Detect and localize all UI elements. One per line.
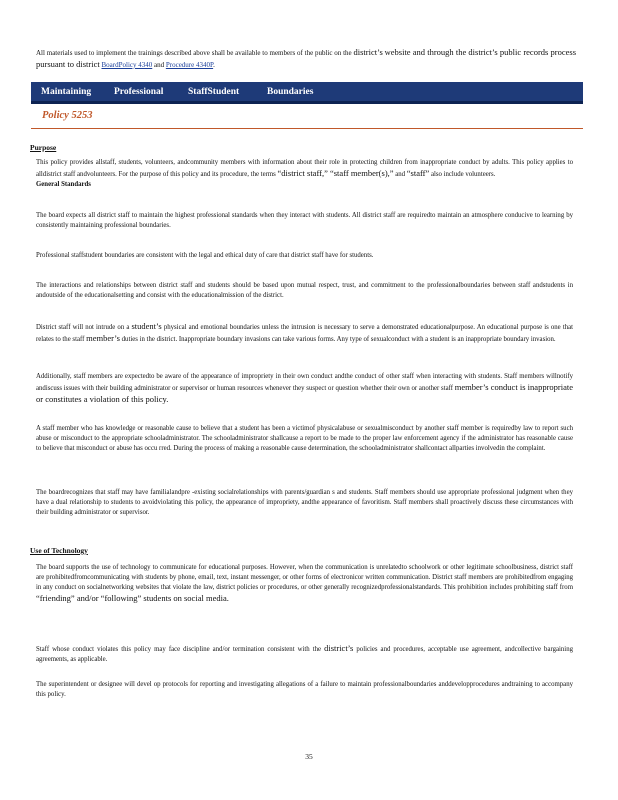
paragraph bbox=[36, 321, 573, 345]
para-text: The board supports the use of technology to communicate for educational purposes. However, when the communication is unrelatedto schoolwork or other legitimate schoolbusiness, district staff are prohibitedfromcommunicating with students by phone, email, text, instant messenger, or other forms of electronicor written communication. District staff members are prohibitedfrom engaging in any conduct on socialnetworking websites that violate the law, district policies or procedures, or other generally recognizedprofessionalstandards. This prohibition includes prohibiting staff from bbox=[36, 564, 573, 591]
banner-word: Boundaries bbox=[267, 87, 314, 97]
paragraph: The board expects all district staff to maintain the highest professional standards when they interact with students. All district staff are requiredto maintain an atmosphere conducive to learning by consistently maintaining professional boundaries. bbox=[36, 212, 573, 229]
intro-text: district’s bbox=[353, 47, 383, 57]
paragraph: Professional staffstudent boundaries are consistent with the legal and ethical duty of care that district staff have for students. bbox=[36, 252, 374, 259]
para-text: student’s bbox=[131, 321, 162, 331]
section-banner bbox=[31, 82, 583, 104]
paragraph: The interactions and relationships between district staff and students should be based upon mutual respect, trust, and commitment to the professionalboundaries between staff andstudents in andoutside of the educationalsetting and consist with the educationalmission of the district. bbox=[36, 282, 573, 299]
paragraph: The superintendent or designee will devel op protocols for reporting and investigating allegations of a failure to maintain professionalboundaries anddevelopprocedures andtraining to accompany this policy. bbox=[36, 681, 573, 698]
intro-text: and bbox=[154, 61, 165, 69]
intro-text: website and through the district’s public records process pursuant to district bbox=[36, 47, 577, 69]
intro-text: All materials used to implement the trainings described above shall be available to members of the public on the bbox=[36, 49, 352, 57]
para-text: physical and emotional boundaries unless the intrusion is necessary to serve a demonstrated educationalpurpose. An educational purpose is one that relates to the staff bbox=[36, 324, 574, 343]
para-text: district’s bbox=[324, 643, 354, 653]
use-of-technology-heading: Use of Technology bbox=[30, 546, 88, 555]
para-text: Staff whose conduct violates this policy may face discipline and/or termination consistent with the bbox=[36, 646, 322, 653]
para-text: and bbox=[395, 171, 406, 178]
procedure-link[interactable]: Procedure 4340P bbox=[165, 61, 214, 69]
page-number: 35 bbox=[305, 752, 313, 761]
para-text: also include volunteers. bbox=[430, 171, 496, 178]
policy-label: Policy 5253 bbox=[42, 110, 93, 121]
policy-divider bbox=[31, 128, 583, 129]
paragraph: The boardrecognizes that staff may have familialandpre -existing socialrelationships with parents/guardian s and students. Staff members should use appropriate professional judgment when they have a dual relationship to students to avoidviolating this policy, the appearance of impropriety, andthe appearance of favoritism. Staff members shall proactively discuss these circumstances with their building administrator or supervisor. bbox=[36, 489, 573, 516]
para-text: “friending” and/or “following” students on social media. bbox=[36, 593, 229, 603]
banner-word: StaffStudent bbox=[188, 87, 240, 97]
para-text: member’s conduct is inappropriate or constitutes a violation of this policy. bbox=[36, 382, 573, 404]
intro-text: . bbox=[213, 61, 215, 69]
para-text: Additionally, staff members are expectedto be aware of the appearance of impropriety in their own conduct andthe conduct of other staff when interacting with students. Staff members willnotify andiscuss issues with their building administrator or supervisor or human resources whenever they suspect or question whether their own or another staff bbox=[36, 373, 573, 392]
para-text: “district staff,” “staff member(s),” bbox=[277, 168, 394, 178]
para-text: duties in the district. Inappropriate boundary invasions can take various forms. Any type of sexualconduct with a student is an inappropriate boundary invasion. bbox=[121, 336, 556, 343]
paragraph: A staff member who has knowledge or reasonable cause to believe that a student has been a victimof physicalabuse or sexualmisconduct by another staff member is requiredby law to report such abuse or misconduct to the appropriate schooladministrator. The schooladministrator shallcause a report to be made to the proper law enforcement agency if the administrator has reasonable cause to believe that misconduct or abuse has occu rred. During the process of making a reasonable cause determination, the schooladministrator shallcontact allparties involvedin the complaint. bbox=[36, 425, 573, 452]
board-policy-link[interactable]: BoardPolicy 4340 bbox=[101, 61, 153, 69]
banner-word: Maintaining bbox=[41, 87, 92, 97]
paragraph bbox=[36, 563, 573, 605]
intro-paragraph bbox=[36, 47, 576, 71]
purpose-heading: Purpose bbox=[30, 143, 57, 152]
paragraph bbox=[36, 643, 573, 665]
para-text: “staff” bbox=[406, 168, 430, 178]
paragraph bbox=[36, 372, 573, 406]
purpose-paragraph bbox=[36, 158, 573, 190]
general-standards-heading: General Standards bbox=[36, 181, 91, 188]
banner-word: Professional bbox=[114, 87, 164, 97]
para-text: District staff will not intrude on a bbox=[36, 324, 130, 331]
para-text: This policy provides allstaff, students, volunteers, andcommunity members with information about their role in protecting children from inappropriate conduct by adults. This policy applies to alldistrict staff andvolunteers. For the purpose of this policy and its procedure, the terms bbox=[36, 159, 573, 178]
para-text: member’s bbox=[86, 333, 120, 343]
para-text: policies and procedures, acceptable use agreement, andcollective bargaining agreements, as applicable. bbox=[36, 646, 573, 663]
